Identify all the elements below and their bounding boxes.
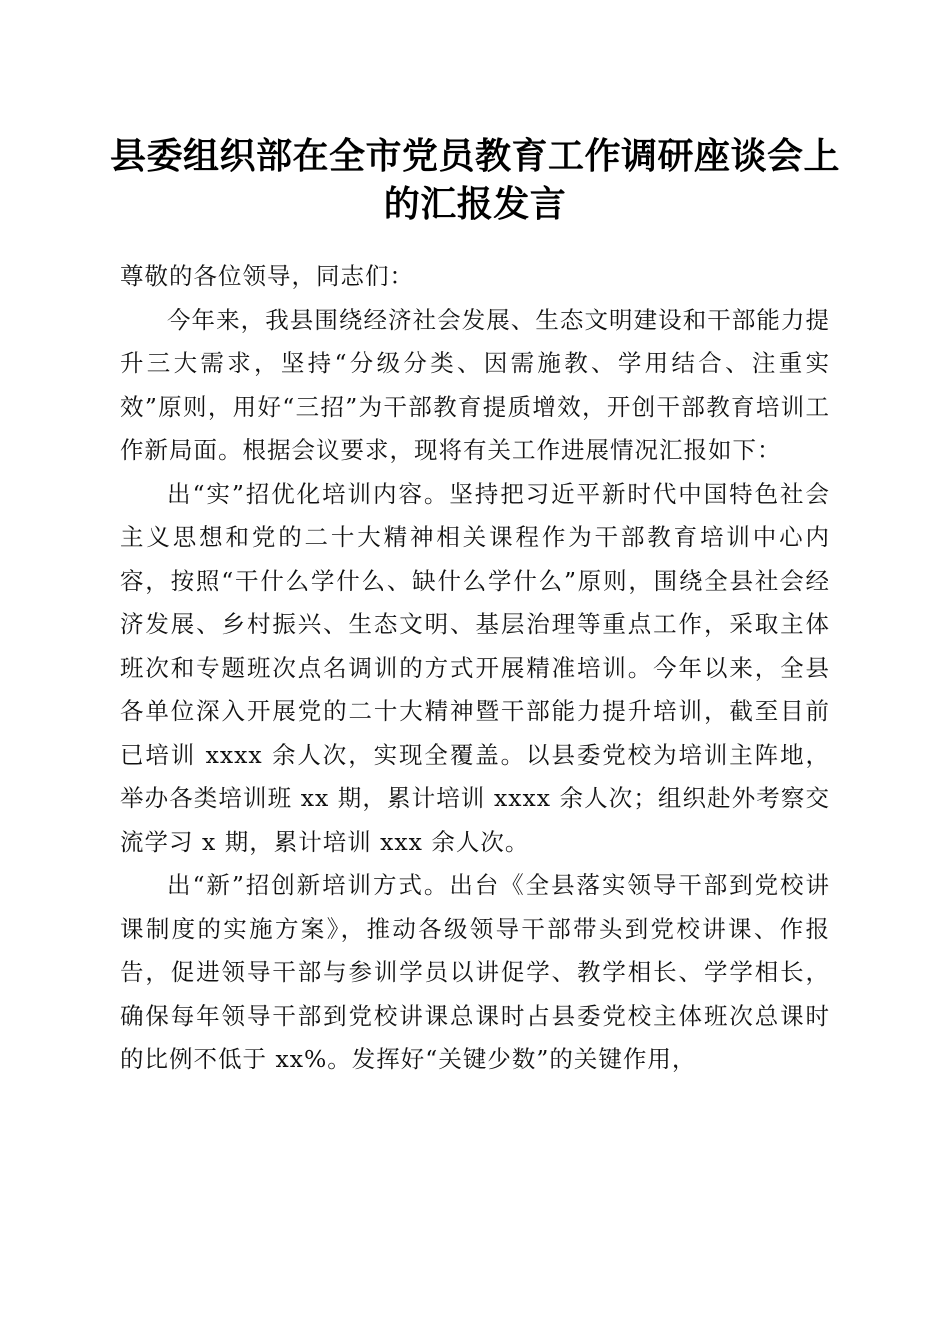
paragraph-method: 出“新”招创新培训方式。出台《全县落实领导干部到党校讲课制度的实施方案》，推动各级领导干部带头到党校讲课、作报告，促进领导干部与参训学员以讲促学、教学相长、学学相长，确保每年领导干部到党校讲课总课时占县委党校主体班次总课时的比例不低于 xx%。发挥好“关键少数”的关键作用， xyxy=(120,871,830,1073)
paragraph-intro: 今年来，我县围绕经济社会发展、生态文明建设和干部能力提升三大需求，坚持“分级分类、因需施教、学用结合、注重实效”原则，用好“三招”为干部教育提质增效，开创干部教育培训工作新局面。根据会议要求，现将有关工作进展情况汇报如下： xyxy=(120,305,830,464)
document-body xyxy=(120,255,830,1082)
document-title: 县委组织部在全市党员教育工作调研座谈会上的汇报发言 xyxy=(109,135,840,225)
salutation: 尊敬的各位领导，同志们： xyxy=(120,262,414,290)
paragraph-content: 出“实”招优化培训内容。坚持把习近平新时代中国特色社会主义思想和党的二十大精神相关课程作为干部教育培训中心内容，按照“干什么学什么、缺什么学什么”原则，围绕全县社会经济发展、乡村振兴、生态文明、基层治理等重点工作，采取主体班次和专题班次点名调训的方式开展精准培训。今年以来，全县各单位深入开展党的二十大精神暨干部能力提升培训，截至目前已培训 xxxx 余人次，实现全覆盖。以县委党校为培训主阵地，举办各类培训班 xx 期，累计培训 xxxx 余人次；组织赴外考察交流学习 x 期，累计培训 xxx 余人次。 xyxy=(120,479,830,856)
